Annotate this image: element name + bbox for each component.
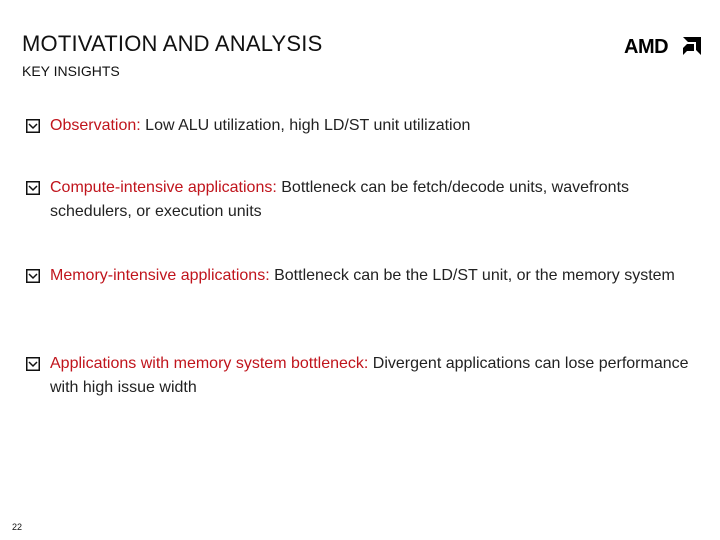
checkbox-bullet-icon <box>26 181 40 195</box>
checkbox-bullet-icon <box>26 269 40 283</box>
bullet-body: Bottleneck can be the LD/ST unit, or the memory system <box>269 267 675 284</box>
bullet-body: Divergent applications can lose performance with high issue width <box>50 355 689 396</box>
bullet-lead: Memory-intensive applications: <box>50 267 270 284</box>
bullet-lead: Applications with memory system bottleneck: <box>50 355 369 372</box>
bullet-text <box>50 176 700 224</box>
bullet-lead: Compute-intensive applications: <box>50 179 277 196</box>
slide-subtitle: KEY INSIGHTS <box>22 63 120 79</box>
page-number: 22 <box>12 522 23 532</box>
bullet-body: Low ALU utilization, high LD/ST unit utilization <box>140 117 471 134</box>
bullet-lead: Observation: <box>50 117 141 134</box>
svg-text:AMD: AMD <box>624 36 669 56</box>
bullet-body: Bottleneck can be fetch/decode units, wavefronts schedulers, or execution units <box>50 179 630 220</box>
checkbox-bullet-icon <box>26 119 40 133</box>
bullet-text <box>50 352 700 400</box>
slide-title: MOTIVATION AND ANALYSIS <box>22 31 323 56</box>
bullet-text <box>50 264 700 288</box>
checkbox-bullet-icon <box>26 357 40 371</box>
bullet-text <box>50 114 700 138</box>
amd-logo <box>624 36 702 56</box>
